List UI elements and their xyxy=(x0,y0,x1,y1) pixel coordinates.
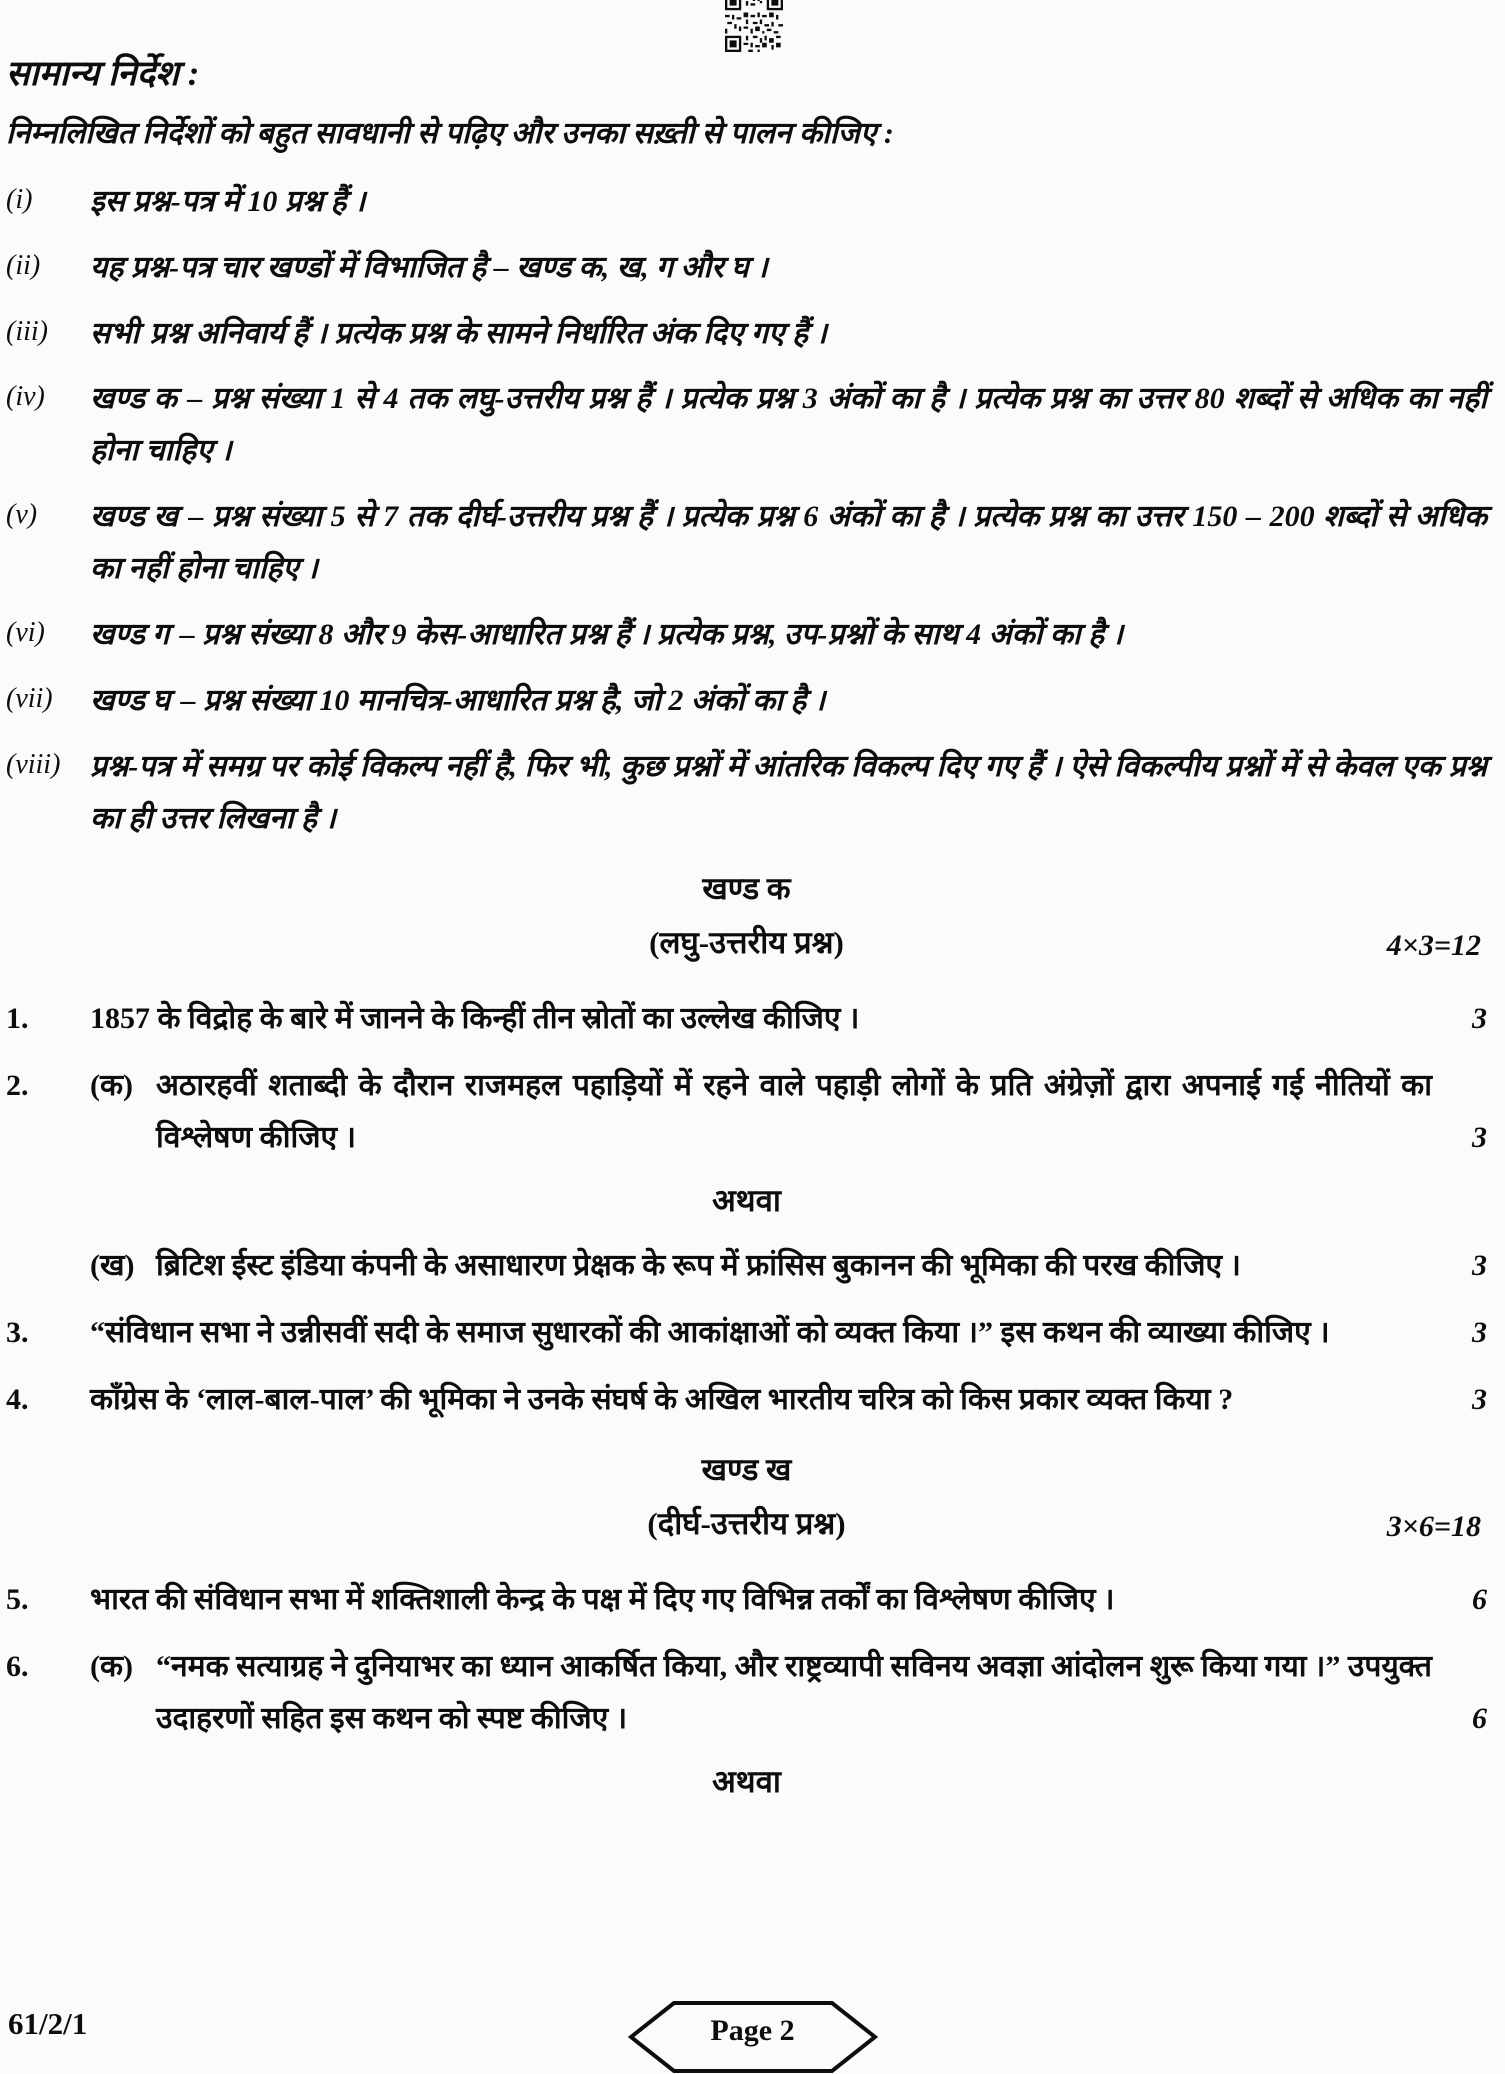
instruction-number: (vi) xyxy=(6,616,45,648)
qr-code-icon xyxy=(722,0,786,52)
question-number: 1. xyxy=(6,1002,29,1036)
general-instructions-title: सामान्य निर्देश : xyxy=(6,54,200,93)
section-a-heading: खण्ड क xyxy=(702,870,791,906)
question-text: “संविधान सभा ने उन्नीसवीं सदी के समाज सुधारकों की आकांक्षाओं को व्यक्त किया ।” इस कथन की व्याख्या कीजिए । xyxy=(90,1316,1330,1350)
instruction-text: सभी प्रश्न अनिवार्य हैं । प्रत्येक प्रश्न के सामने निर्धारित अंक दिए गए हैं । xyxy=(90,316,827,350)
instruction-text: खण्ड ख – प्रश्न संख्या 5 से 7 तक दीर्घ-उत्तरीय प्रश्न हैं । प्रत्येक प्रश्न 6 अंकों का है । प्रत्येक प्रश्न का उत्तर 150 – 200 शब्दों से अधिक का नहीं होना चाहिए । xyxy=(90,500,1487,586)
question-text: अठारहवीं शताब्दी के दौरान राजमहल पहाड़ियों में रहने वाले पहाड़ी लोगों के प्रति अंग्रेज़ों द्वारा अपनाई गई नीतियों का विश्लेषण कीजिए । xyxy=(156,1069,1432,1154)
question-marks: 6 xyxy=(1472,1583,1487,1617)
instruction-item xyxy=(6,491,1487,595)
question-number: 2. xyxy=(6,1069,29,1103)
page-number-hexagon xyxy=(628,2000,878,2074)
section-b-marks-total: 3×6=18 xyxy=(1386,1510,1481,1544)
instruction-text: यह प्रश्न-पत्र चार खण्डों में विभाजित है – खण्ड क, ख, ग और घ । xyxy=(90,250,768,284)
question-row-5 xyxy=(6,1574,1487,1626)
instruction-number: (vii) xyxy=(6,682,53,714)
section-a-subheading: (लघु-उत्तरीय प्रश्न) xyxy=(649,924,844,960)
page-number-label: Page 2 xyxy=(710,2014,795,2047)
question-sub-label: (क) xyxy=(90,1650,134,1684)
question-number: 3. xyxy=(6,1316,29,1350)
question-number: 4. xyxy=(6,1382,29,1416)
instruction-text: खण्ड घ – प्रश्न संख्या 10 मानचित्र-आधारित प्रश्न है, जो 2 अंकों का है । xyxy=(90,683,826,717)
question-number: 5. xyxy=(6,1583,29,1617)
question-marks: 3 xyxy=(1472,1249,1487,1283)
section-b-subheading-row xyxy=(6,1504,1487,1544)
instruction-item xyxy=(6,675,1487,727)
instruction-item xyxy=(6,308,1487,360)
question-text: ब्रिटिश ईस्ट इंडिया कंपनी के असाधारण प्रेक्षक के रूप में फ्रांसिस बुकानन की भूमिका की परख कीजिए । xyxy=(156,1249,1241,1283)
question-text: काँग्रेस के ‘लाल-बाल-पाल’ की भूमिका ने उनके संघर्ष के अखिल भारतीय चरित्र को किस प्रकार व्यक्त किया ? xyxy=(90,1382,1234,1416)
section-b-subheading: (दीर्घ-उत्तरीय प्रश्न) xyxy=(647,1506,846,1542)
question-marks: 3 xyxy=(1472,1002,1487,1036)
question-text: 1857 के विद्रोह के बारे में जानने के किन्हीं तीन स्रोतों का उल्लेख कीजिए । xyxy=(90,1002,860,1036)
question-marks: 3 xyxy=(1472,1316,1487,1350)
instruction-item xyxy=(6,373,1487,477)
question-marks: 6 xyxy=(1472,1702,1487,1736)
question-text: “नमक सत्याग्रह ने दुनियाभर का ध्यान आकर्षित किया, और राष्ट्रव्यापी सविनय अवज्ञा आंदोलन शुरू किया गया ।” उपयुक्त उदाहरणों सहित इस कथन को स्पष्ट कीजिए । xyxy=(156,1650,1432,1736)
question-marks: 3 xyxy=(1472,1120,1487,1154)
instruction-number: (viii) xyxy=(6,748,61,780)
instruction-text: प्रश्न-पत्र में समग्र पर कोई विकल्प नहीं है, फिर भी, कुछ प्रश्नों में आंतरिक विकल्प दिए गए हैं । ऐसे विकल्पीय प्रश्नों में से केवल एक प्रश्न का ही उत्तर लिखना है । xyxy=(90,749,1487,835)
question-number xyxy=(6,1240,90,1292)
question-row-4 xyxy=(6,1374,1487,1426)
instruction-item xyxy=(6,741,1487,845)
instruction-number: (v) xyxy=(6,499,38,531)
instruction-number: (i) xyxy=(6,183,33,215)
question-sub-label: (क) xyxy=(90,1069,134,1103)
paper-code: 61/2/1 xyxy=(8,2006,88,2041)
question-row-1 xyxy=(6,993,1487,1045)
instruction-text: इस प्रश्न-पत्र में 10 प्रश्न हैं । xyxy=(90,184,366,218)
instruction-text: खण्ड क – प्रश्न संख्या 1 से 4 तक लघु-उत्तरीय प्रश्न हैं । प्रत्येक प्रश्न 3 अंकों का है । प्रत्येक प्रश्न का उत्तर 80 शब्दों से अधिक का नहीं होना चाहिए । xyxy=(90,382,1487,468)
question-number: 6. xyxy=(6,1650,29,1684)
section-a-subheading-row xyxy=(6,923,1487,963)
question-row-6a xyxy=(6,1641,1487,1745)
instruction-item xyxy=(6,176,1487,228)
instruction-number: (iv) xyxy=(6,381,45,413)
question-text: भारत की संविधान सभा में शक्तिशाली केन्द्र के पक्ष में दिए गए विभिन्न तर्कों का विश्लेषण कीजिए । xyxy=(90,1583,1115,1617)
question-row-3 xyxy=(6,1307,1487,1359)
instruction-item xyxy=(6,609,1487,661)
instruction-number: (iii) xyxy=(6,315,48,347)
section-a-marks-total: 4×3=12 xyxy=(1386,929,1481,963)
instruction-item xyxy=(6,242,1487,294)
question-sub-label: (ख) xyxy=(90,1249,135,1283)
or-separator: अथवा xyxy=(712,1182,781,1218)
instructions-intro: निम्नलिखित निर्देशों को बहुत सावधानी से पढ़िए और उनका सख़्ती से पालन कीजिए : xyxy=(6,117,894,151)
or-separator: अथवा xyxy=(712,1764,781,1800)
question-row-2b xyxy=(6,1240,1487,1292)
section-b-heading: खण्ड ख xyxy=(701,1451,792,1487)
question-marks: 3 xyxy=(1472,1382,1487,1416)
question-row-2a xyxy=(6,1060,1487,1164)
instruction-number: (ii) xyxy=(6,249,41,281)
instruction-text: खण्ड ग – प्रश्न संख्या 8 और 9 केस-आधारित प्रश्न हैं । प्रत्येक प्रश्न, उप-प्रश्नों के साथ 4 अंकों का है । xyxy=(90,617,1123,651)
